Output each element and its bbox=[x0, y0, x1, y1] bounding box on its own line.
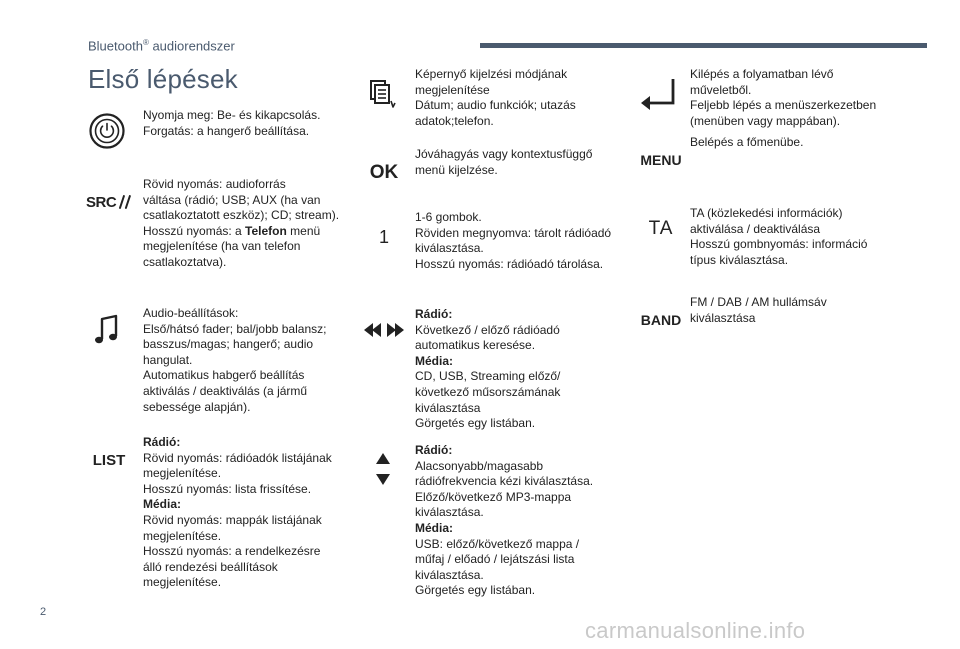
audio-description: Audio-beállítások: Első/hátsó fader; bal/jobb balansz; basszus/magas; hangerő; audio hangulat. Automatikus habgerő beállítás aktiválás / deaktiválás (a jármű sebessége alapján). bbox=[143, 306, 327, 414]
src-phone-icon bbox=[118, 194, 132, 210]
page-title: Első lépések bbox=[88, 64, 238, 94]
src-label: SRC bbox=[86, 193, 117, 211]
back-description: Kilépés a folyamatban lévő műveletből. Feljebb lépés a menüszerkezetben (menüben vagy mappában). bbox=[690, 67, 877, 128]
band-description: FM / DAB / AM hullámsáv kiválasztása bbox=[690, 295, 827, 325]
seek-description: Rádió: Következő / előző rádióadó automatikus keresése. Média: CD, USB, Streaming előző/ következő műsorszámának kiválasztása Görgetés egy listában. bbox=[415, 307, 561, 431]
display-mode-icon bbox=[368, 78, 398, 110]
list-button bbox=[88, 450, 130, 470]
band-label: BAND bbox=[640, 312, 682, 328]
display-description: Képernyő kijelzési módjának megjelenítése Dátum; audio funkciók; utazás adatok;telefon. bbox=[415, 67, 576, 128]
list-description: Rádió: Rövid nyomás: rádióadók listájának megjelenítése. Hosszú nyomás: lista frissítése. Média: Rövid nyomás: mappák listájának megjelenítése. Hosszú nyomás: a rendelkezésre álló rendezési beállítások megjelenítése. bbox=[143, 435, 332, 590]
updown-description: Rádió: Alacsonyabb/magasabb rádiófrekvencia kézi kiválasztása. Előző/következő MP3-mappa kiválasztása. Média: USB: előző/következő mappa / műfaj / előadó / lejátszási lista kiválasztása. Görgetés egy listában. bbox=[415, 443, 594, 598]
ta-button bbox=[644, 217, 678, 241]
src-button bbox=[86, 190, 132, 214]
preset-label: 1 bbox=[378, 226, 389, 247]
ok-label: OK bbox=[369, 162, 399, 183]
up-down-arrows-icon bbox=[374, 451, 392, 487]
ok-description: Jóváhagyás vagy kontextusfüggő menü kijelzése. bbox=[415, 147, 593, 177]
ta-label: TA bbox=[648, 218, 674, 239]
src-description: Rövid nyomás: audioforrás váltása (rádió; USB; AUX (ha van csatlakoztatott eszköz); CD; stream). Hosszú nyomás: a Telefon menü megjelenítése (ha van telefon csatlakoztatva). bbox=[143, 177, 340, 269]
presets-description: 1-6 gombok. Röviden megnyomva: tárolt rádióadó kiválasztása. Hosszú nyomás: rádióadó tárolása. bbox=[415, 210, 612, 271]
section-header: Bluetooth® audiorendszer bbox=[88, 38, 235, 54]
watermark: carmanualsonline.info bbox=[585, 618, 806, 643]
seek-arrows-icon bbox=[362, 322, 406, 338]
header-bar bbox=[480, 43, 927, 48]
preset-button bbox=[374, 226, 394, 248]
ok-button bbox=[366, 161, 402, 185]
music-note-icon bbox=[92, 313, 122, 347]
menu-description: Belépés a főmenübe. bbox=[690, 135, 804, 149]
back-arrow-icon bbox=[638, 76, 680, 112]
list-label: LIST bbox=[92, 451, 126, 469]
band-button bbox=[638, 310, 684, 330]
ta-description: TA (közlekedési információk) aktiválása / deaktiválása Hosszú gombnyomás: információ típus kiválasztása. bbox=[690, 206, 868, 267]
page-number: 2 bbox=[40, 606, 47, 618]
menu-label: MENU bbox=[640, 152, 682, 168]
menu-button bbox=[637, 150, 685, 170]
power-description: Nyomja meg: Be- és kikapcsolás. Forgatás: a hangerő beállítása. bbox=[143, 108, 321, 138]
power-knob-icon bbox=[88, 112, 126, 150]
